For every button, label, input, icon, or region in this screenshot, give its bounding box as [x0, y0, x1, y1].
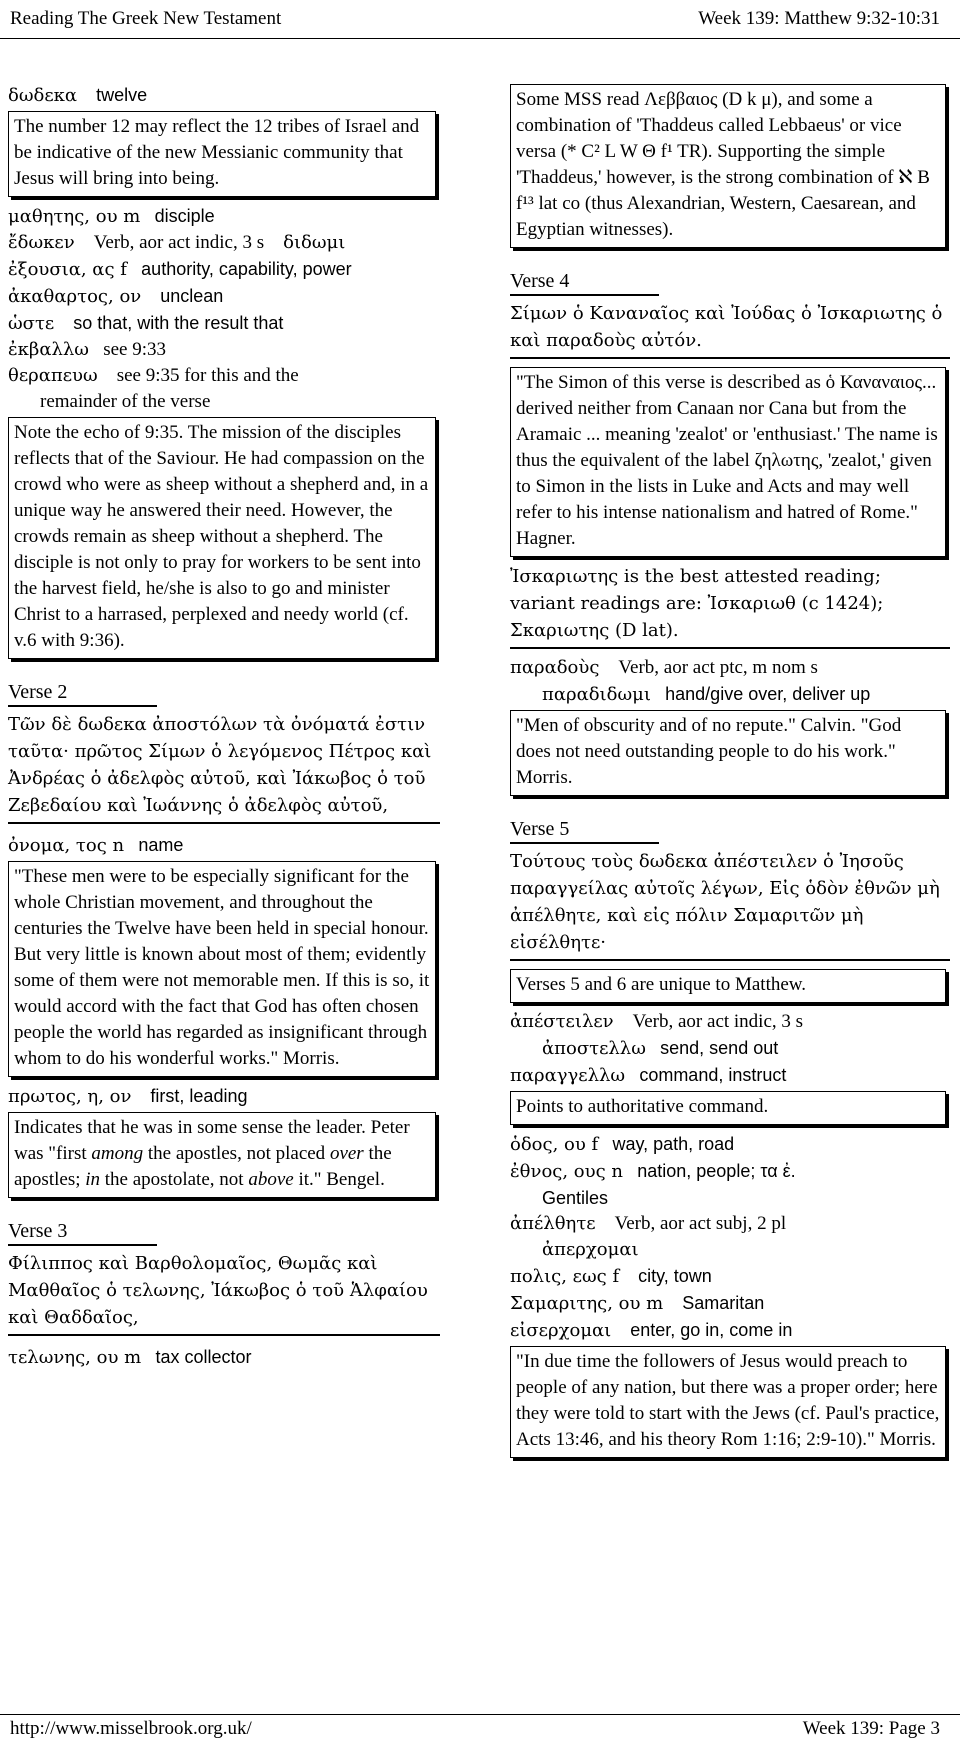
vocab-entry — [8, 363, 440, 389]
gloss: tax collector — [155, 1347, 252, 1367]
vocab-entry — [510, 1317, 950, 1344]
note-text: The number 12 may reflect the 12 tribes of Israel and be indicative of the new Messianic community that Jesus will bring into being. — [14, 116, 420, 189]
greek-word: μαθητης, ου m — [8, 206, 141, 227]
vocab-entry — [510, 1009, 950, 1035]
note-text: Indicates that he was in some sense the leader. Peter was "first among the apostles, not placed over the apostles; in the apostolate, not above it." Bengel. — [14, 1117, 410, 1190]
greek-word: Σαμαριτης, ου m — [510, 1293, 664, 1314]
lemma: ἀποστελλω — [542, 1038, 646, 1059]
vocab-entry — [510, 1263, 950, 1290]
header-week: Week 139: Matthew 9:32-10:31 — [698, 8, 940, 29]
vocab-entry — [8, 832, 440, 859]
vocab-entry — [8, 310, 440, 337]
gloss: command, instruct — [639, 1065, 787, 1085]
greek-word: θεραπευω — [8, 365, 98, 386]
gloss: enter, go in, come in — [630, 1320, 793, 1340]
gloss: see 9:33 — [103, 339, 167, 360]
vocab-entry — [8, 82, 440, 109]
lemma: ἀπερχομαι — [542, 1239, 639, 1260]
greek-word: ἀπέλθητε — [510, 1213, 596, 1234]
vocab-entry — [510, 1211, 950, 1237]
gloss-continuation: Gentiles — [542, 1188, 609, 1208]
greek-word: ἀπέστειλεν — [510, 1011, 614, 1032]
greek-word: παραδοὺς — [510, 657, 600, 678]
right-column — [510, 82, 950, 1464]
vocab-entry — [510, 1290, 950, 1317]
gloss-continuation: remainder of the verse — [40, 391, 211, 412]
lemma: διδωμι — [283, 232, 346, 253]
gloss: Samaritan — [682, 1293, 765, 1313]
note-box — [510, 1091, 946, 1125]
greek-word: ἀκαθαρτος, ον — [8, 286, 142, 307]
vocab-entry — [8, 256, 440, 283]
verse-heading: Verse 2 — [8, 679, 157, 707]
verse-heading: Verse 3 — [8, 1218, 157, 1246]
page-header — [10, 8, 940, 36]
vocab-entry — [8, 230, 440, 256]
footer-url-link[interactable]: http://www.misselbrook.org.uk/ — [10, 1718, 252, 1739]
note-text: Points to authoritative command. — [516, 1096, 769, 1117]
note-box — [510, 367, 946, 557]
greek-word: ἐξουσια, ας f — [8, 259, 127, 280]
greek-word: πολις, εως f — [510, 1266, 620, 1287]
footer-rule — [0, 1714, 960, 1715]
lemma: παραδιδωμι — [542, 684, 651, 705]
gloss: disciple — [154, 206, 215, 226]
greek-word: πρωτος, η, ον — [8, 1086, 132, 1107]
vocab-entry — [8, 203, 440, 230]
greek-word: παραγγελλω — [510, 1065, 626, 1086]
parsing: Verb, aor act subj, 2 pl — [614, 1213, 787, 1234]
gloss: hand/give over, deliver up — [665, 684, 871, 704]
vocab-entry — [8, 1083, 440, 1110]
gloss: see 9:35 for this and the — [116, 365, 299, 386]
note-text: "These men were to be especially significant for the whole Christian movement, and throughout the centuries the Twelve have been held in special honour. But very little is known about most of them; evidently some of them were not memorable men. If this is so, it would accord with the fact that God has often chosen people the world has regarded as insignificant through whom to do his wonderful works." Morris. — [14, 866, 430, 1069]
vocab-entry — [510, 1131, 950, 1158]
vocab-entry — [510, 655, 950, 681]
gloss: nation, people; τα ἐ. — [637, 1161, 796, 1181]
footer-page-number: Week 139: Page 3 — [802, 1718, 940, 1739]
vocab-entry — [510, 1237, 950, 1263]
note-text: Verses 5 and 6 are unique to Matthew. — [516, 974, 807, 995]
verse-text: Σίμων ὁ Καναναῖος καὶ Ἰούδας ὁ Ἰσκαριωτης ὁ καὶ παραδοὺς αὐτόν. — [510, 300, 950, 359]
greek-word: τελωνης, ου m — [8, 1347, 142, 1368]
vocab-entry — [8, 283, 440, 310]
verse-text: Τούτους τοὺς δωδεκα ἀπέστειλεν ὁ Ἰησοῦς παραγγείλας αὐτοῖς λέγων, Εἰς ὁδὸν ἐθνῶν μὴ ἀπέλθητε, καὶ εἰς πόλιν Σαμαριτῶν μὴ εἰσέλθητε· — [510, 848, 950, 961]
verse-heading: Verse 4 — [510, 268, 659, 296]
parsing: Verb, aor act indic, 3 s — [93, 232, 265, 253]
note-text: Note the echo of 9:35. The mission of the disciples reflects that of the Saviour. He had compassion on the crowd who were as sheep without a shepherd and, in a unique way he answered their need. However, the crowds remain as sheep without a shepherd. The disciple is not only to pray for workers to be sent into the harvest field, he/she is also to go and minister Christ to a harrased, perplexed and needy world (cf. v.6 with 9:36). — [14, 422, 429, 651]
note-text: "The Simon of this verse is described as ὁ Καναναιος... derived neither from Canaan nor Cana but from the Aramaic ... meaning 'zealot' or 'enthusiast.' The name is thus the equivalent of the label ζηλωτης, 'zealot,' given to Simon in the lists in Luke and Acts and may well refer to his intense nationalism and hatred of Rome." Hagner. — [516, 372, 938, 549]
greek-word: ἐθνος, ους n — [510, 1161, 623, 1182]
vocab-entry — [510, 1062, 950, 1089]
greek-word: δωδεκα — [8, 85, 78, 106]
greek-word: ὁδος, ου f — [510, 1134, 599, 1155]
gloss: authority, capability, power — [141, 259, 352, 279]
header-title: Reading The Greek New Testament — [10, 8, 282, 29]
note-box — [8, 417, 436, 659]
gloss: unclean — [160, 286, 224, 306]
vocab-entry — [8, 337, 440, 363]
vocab-entry — [510, 1035, 950, 1062]
gloss: name — [138, 835, 184, 855]
vocab-entry — [510, 681, 950, 708]
greek-word: ἐκβαλλω — [8, 339, 89, 360]
header-rule — [0, 38, 960, 39]
greek-word: ἔδωκεν — [8, 232, 75, 253]
verse-text: Φίλιππος καὶ Βαρθολομαῖος, Θωμᾶς καὶ Μαθθαῖος ὁ τελωνης, Ἰάκωβος ὁ τοῦ Ἁλφαίου καὶ Θαδδαῖος, — [8, 1250, 440, 1336]
vocab-entry — [8, 1344, 440, 1371]
page-footer — [10, 1718, 940, 1740]
note-text: "In due time the followers of Jesus would preach to people of any nation, but there was a proper order; here they were told to start with the Jews (cf. Paul's practice, Acts 13:46, and his theory Rom 1:16; 2:9-10)." Morris. — [516, 1351, 940, 1450]
note-box — [8, 111, 436, 197]
note-box — [8, 861, 436, 1077]
note-text: Some MSS read Λεββαιος (D k μ), and some a combination of 'Thaddeus called Lebbaeus' or vice versa (* C² L W Θ f¹ TR). Supporting the simple 'Thaddeus,' however, is the strong combination of ℵ B f¹³ lat co (thus Alexandrian, Western, Caesarean, and Egyptian witnesses). — [516, 89, 930, 240]
vocab-entry — [510, 1158, 950, 1185]
parsing: Verb, aor act indic, 3 s — [632, 1011, 804, 1032]
gloss: first, leading — [150, 1086, 248, 1106]
left-column — [8, 82, 440, 1371]
note-box — [510, 1346, 946, 1458]
greek-word: ὡστε — [8, 313, 55, 334]
gloss: twelve — [96, 85, 148, 105]
verse-text: Τῶν δὲ δωδεκα ἀποστόλων τὰ ὀνόματά ἐστιν ταῦτα· πρῶτος Σίμων ὁ λεγόμενος Πέτρος καὶ Ἀνδρέας ὁ ἀδελφὸς αὐτοῦ, καὶ Ἰάκωβος ὁ τοῦ Ζεβεδαίου καὶ Ἰωάννης ὁ ἀδελφὸς αὐτοῦ, — [8, 711, 440, 824]
note-box — [510, 710, 946, 796]
verse-heading: Verse 5 — [510, 816, 659, 844]
note-text: Ἰσκαριωτης is the best attested reading; variant readings are: Ἰσκαριωθ (c 1424); Σκαριωτης (D lat). — [510, 563, 950, 649]
greek-word: εἰσερχομαι — [510, 1320, 612, 1341]
gloss: send, send out — [660, 1038, 779, 1058]
note-box — [510, 969, 946, 1003]
gloss: city, town — [638, 1266, 712, 1286]
gloss: way, path, road — [612, 1134, 735, 1154]
note-box — [510, 84, 946, 248]
parsing: Verb, aor act ptc, m nom s — [618, 657, 818, 678]
greek-word: ὀνομα, τος n — [8, 835, 125, 856]
gloss: so that, with the result that — [73, 313, 284, 333]
note-box — [8, 1112, 436, 1198]
note-text: "Men of obscurity and of no repute." Calvin. "God does not need outstanding people to do his work." Morris. — [516, 715, 902, 788]
